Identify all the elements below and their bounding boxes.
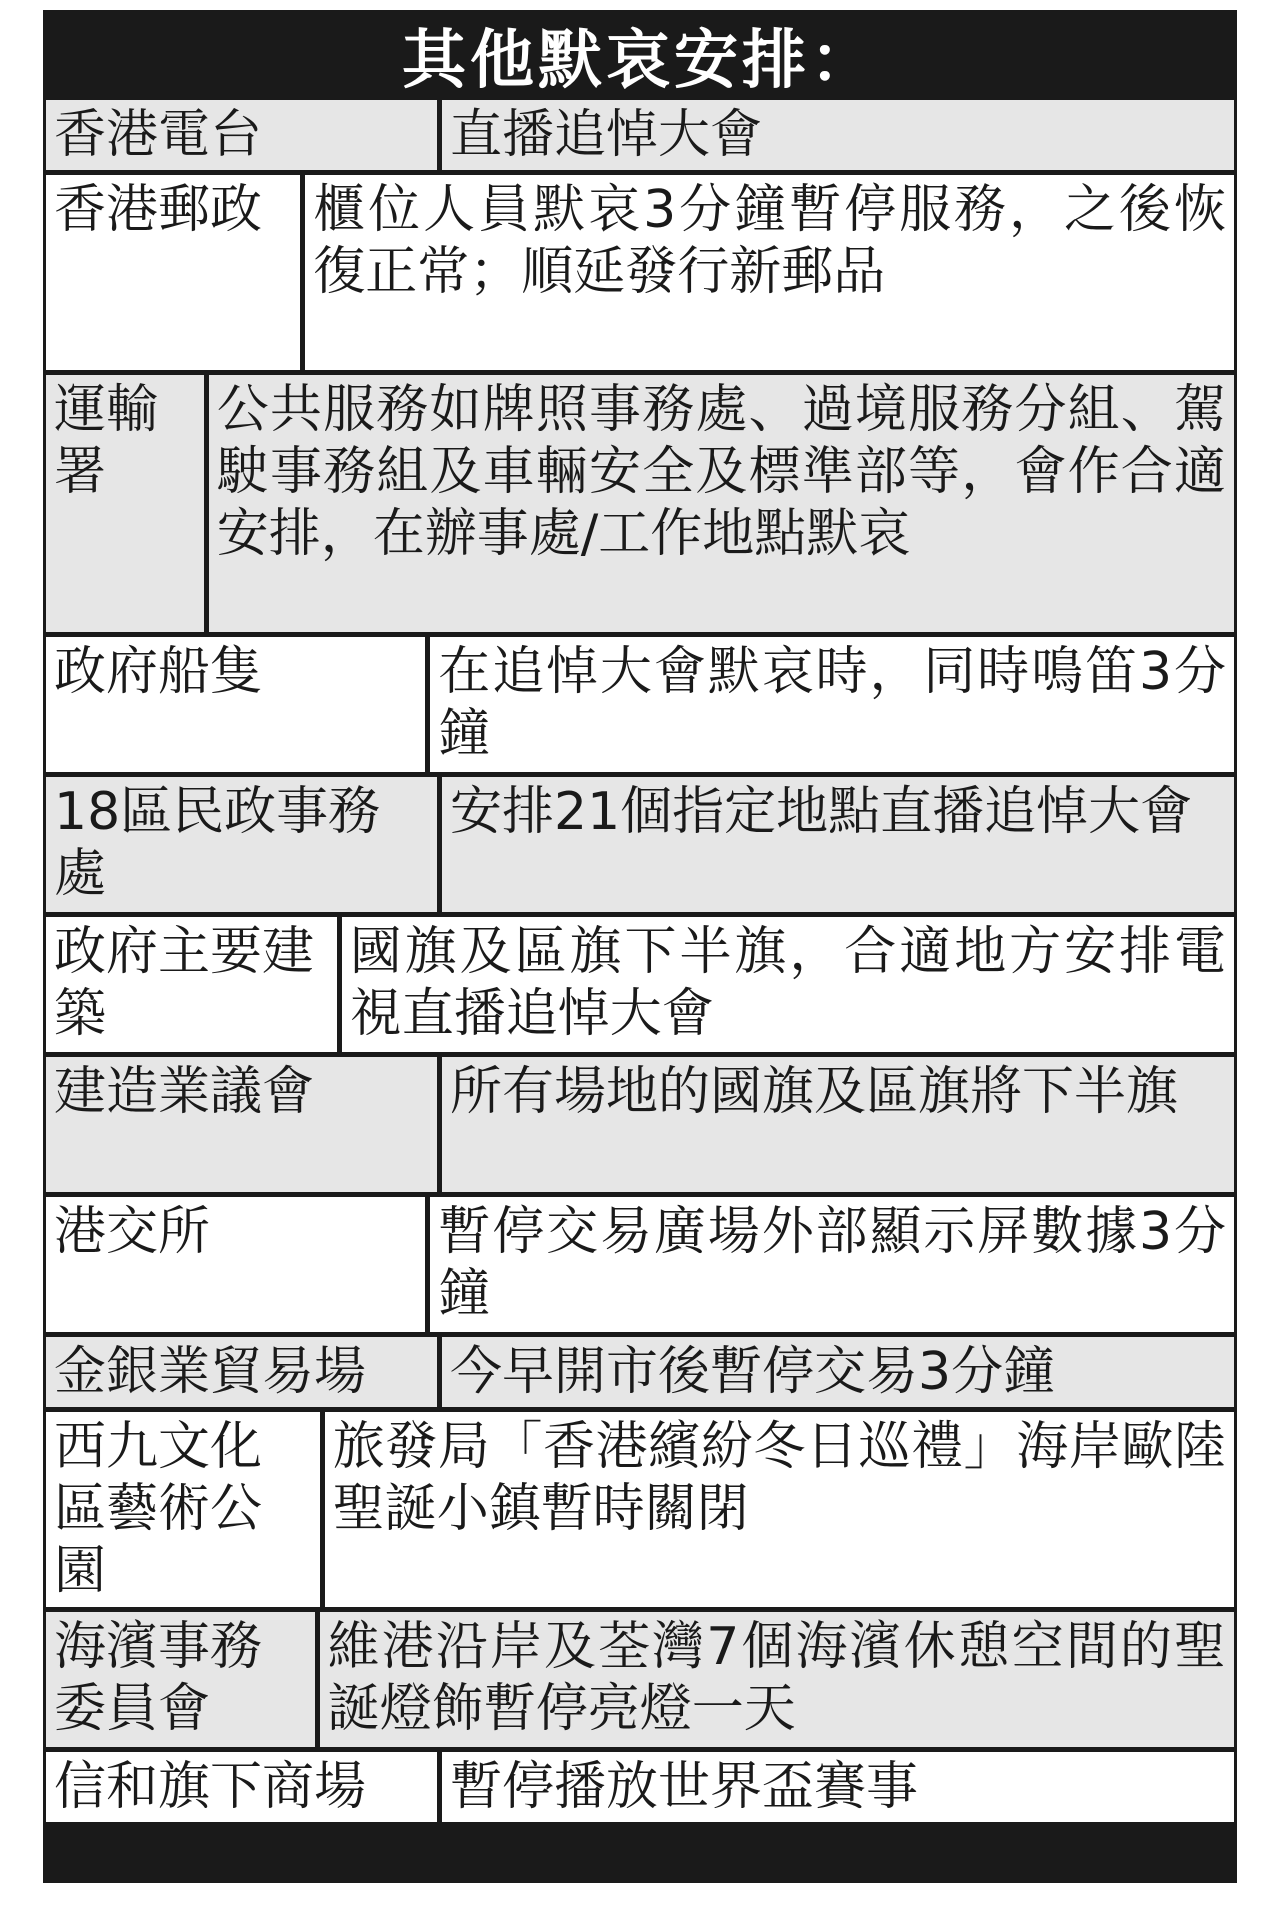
table-row <box>46 1337 1234 1407</box>
action-cell: 暫停交易廣場外部顯示屏數據3分鐘 <box>430 1197 1234 1332</box>
org-cell: 18區民政事務處 <box>46 777 437 912</box>
action-cell: 旅發局「香港繽紛冬日巡禮」海岸歐陸聖誕小鎮暫時關閉 <box>325 1412 1234 1607</box>
org-cell: 運輸署 <box>46 375 204 632</box>
table-row <box>46 917 1234 1052</box>
table-title: 其他默哀安排： <box>46 13 1234 97</box>
org-cell: 信和旗下商場 <box>46 1752 437 1822</box>
table-row <box>46 375 1234 632</box>
action-cell: 在追悼大會默哀時，同時鳴笛3分鐘 <box>430 637 1234 772</box>
action-cell: 國旗及區旗下半旗，合適地方安排電視直播追悼大會 <box>342 917 1234 1052</box>
action-cell: 暫停播放世界盃賽事 <box>442 1752 1234 1822</box>
action-cell: 直播追悼大會 <box>442 100 1234 170</box>
table-row <box>46 637 1234 772</box>
table-row <box>46 100 1234 170</box>
org-cell: 海濱事務委員會 <box>46 1612 315 1747</box>
action-cell: 安排21個指定地點直播追悼大會 <box>442 777 1234 912</box>
org-cell: 港交所 <box>46 1197 425 1332</box>
org-cell: 政府主要建築 <box>46 917 337 1052</box>
action-cell: 公共服務如牌照事務處、過境服務分組、駕駛事務組及車輛安全及標準部等，會作合適安排，在辦事處/工作地點默哀 <box>209 375 1234 632</box>
org-cell: 西九文化區藝術公園 <box>46 1412 320 1607</box>
table-row <box>46 777 1234 912</box>
org-cell: 建造業議會 <box>46 1057 437 1192</box>
action-cell: 櫃位人員默哀3分鐘暫停服務，之後恢復正常；順延發行新郵品 <box>305 175 1234 370</box>
action-cell: 今早開市後暫停交易3分鐘 <box>442 1337 1234 1407</box>
arrangements-table <box>43 10 1237 1883</box>
table-row <box>46 1752 1234 1822</box>
table-body <box>46 97 1234 1880</box>
table-row <box>46 175 1234 370</box>
table-row <box>46 1197 1234 1332</box>
action-cell: 所有場地的國旗及區旗將下半旗 <box>442 1057 1234 1192</box>
org-cell: 政府船隻 <box>46 637 425 772</box>
org-cell: 金銀業貿易場 <box>46 1337 437 1407</box>
table-row <box>46 1057 1234 1192</box>
action-cell: 維港沿岸及荃灣7個海濱休憩空間的聖誕燈飾暫停亮燈一天 <box>320 1612 1234 1747</box>
table-row <box>46 1412 1234 1607</box>
table-row <box>46 1612 1234 1747</box>
org-cell: 香港郵政 <box>46 175 300 370</box>
org-cell: 香港電台 <box>46 100 437 170</box>
